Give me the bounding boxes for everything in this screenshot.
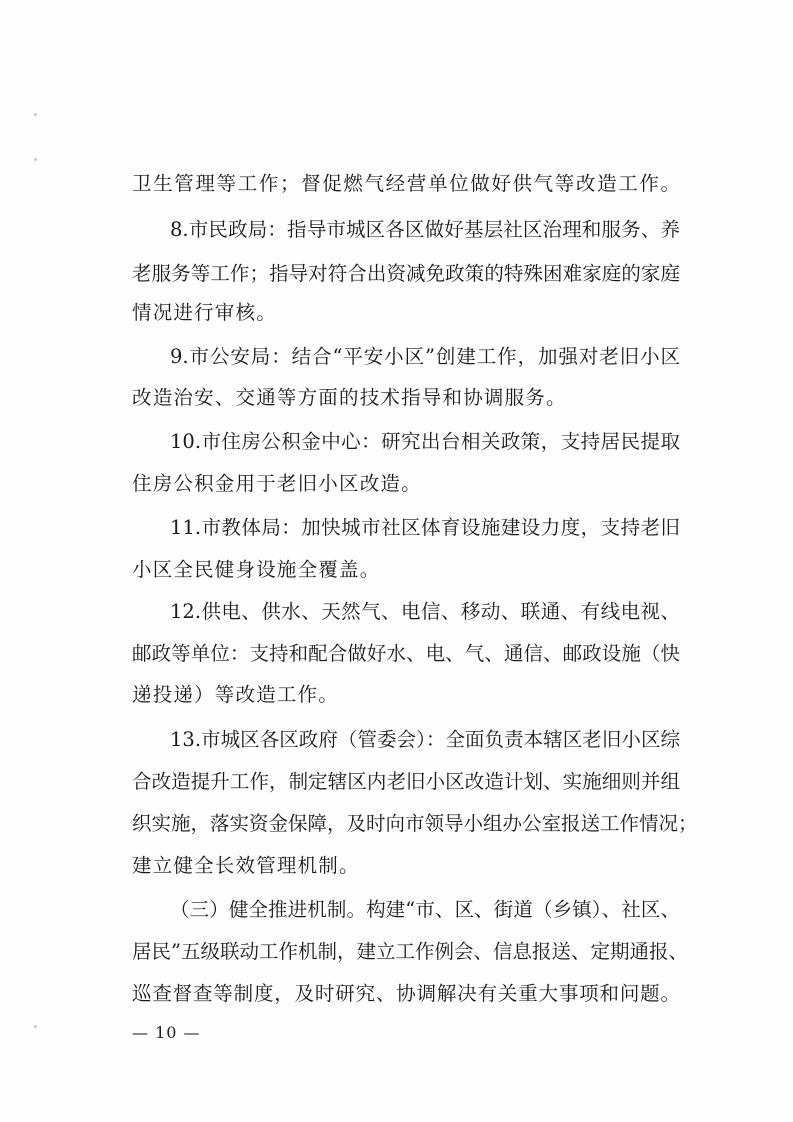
- text-line: 居民”五级联动工作机制，建立工作例会、信息报送、定期通报、: [132, 940, 688, 963]
- text-line: 13.市城区各区政府（管委会）：全面负责本辖区老旧小区综: [170, 728, 680, 751]
- scan-speck: [34, 158, 37, 161]
- text-line: 递投递）等改造工作。: [132, 683, 340, 706]
- text-line: 12.供电、供水、天然气、电信、移动、联通、有线电视、: [170, 600, 680, 623]
- scan-speck: [34, 113, 37, 116]
- text-line: 11.市教体局：加快城市社区体育设施建设力度，支持老旧: [170, 516, 680, 539]
- text-line: 9.市公安局：结合“平安小区”创建工作，加强对老旧小区: [170, 345, 680, 368]
- text-line: 10.市住房公积金中心：研究出台相关政策，支持居民提取: [170, 430, 680, 453]
- text-line: 改造治安、交通等方面的技术指导和协调服务。: [132, 386, 567, 409]
- text-line: 老服务等工作；指导对符合出资减免政策的特殊困难家庭的家庭: [132, 262, 680, 285]
- text-line: （三）健全推进机制。构建“市、区、街道（乡镇）、社区、: [170, 898, 680, 921]
- text-line: 织实施，落实资金保障，及时向市领导小组办公室报送工作情况；: [132, 812, 698, 835]
- text-line: 情况进行审核。: [132, 301, 277, 324]
- text-line: 住房公积金用于老旧小区改造。: [132, 472, 422, 495]
- text-line: 合改造提升工作，制定辖区内老旧小区改造计划、实施细则并组: [132, 770, 680, 793]
- text-line: 卫生管理等工作；督促燃气经营单位做好供气等改造工作。: [132, 172, 680, 195]
- scan-speck: [34, 1025, 37, 1028]
- text-line: 建立健全长效管理机制。: [132, 854, 360, 877]
- text-line: 小区全民健身设施全覆盖。: [132, 558, 381, 581]
- text-line: 邮政等单位：支持和配合做好水、电、气、通信、邮政设施（快: [132, 642, 680, 665]
- page-number: — 10 —: [132, 1023, 201, 1042]
- text-line: 巡查督查等制度，及时研究、协调解决有关重大事项和问题。: [132, 982, 680, 1005]
- text-line: 8.市民政局：指导市城区各区做好基层社区治理和服务、养: [170, 218, 680, 241]
